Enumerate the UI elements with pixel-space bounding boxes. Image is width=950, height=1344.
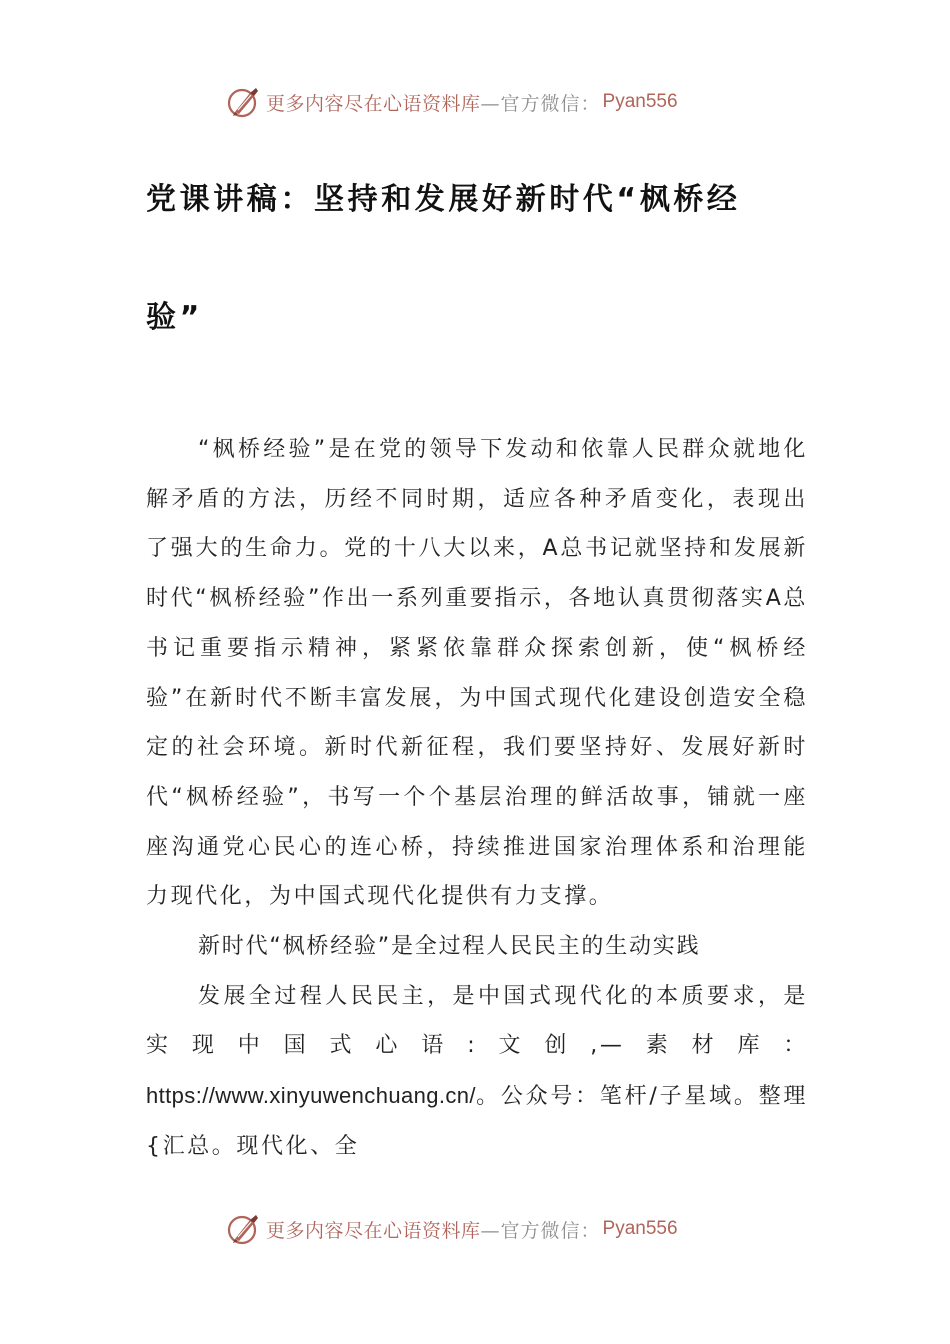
paragraph-democracy-tail: 。公众号：笔杆/子星域。整理{汇总。现代化、全	[146, 1084, 808, 1159]
fountain-pen-logo-icon	[226, 1212, 260, 1246]
source-url: https://www.xinyuwenchuang.cn/	[146, 1083, 476, 1109]
document-title	[146, 170, 816, 348]
paragraph-democracy-text: 发展全过程人民民主，是中国式现代化的本质要求，是实现中国式心语:文创,—素材库：	[146, 983, 808, 1059]
fountain-pen-logo-icon	[226, 85, 260, 119]
section-heading: 新时代“枫桥经验”是全过程人民民主的生动实践	[198, 934, 701, 960]
title-line-2: 验”	[146, 300, 203, 335]
banner-wechat-id: Pyan556	[602, 91, 678, 112]
banner-wechat-id: Pyan556	[602, 1218, 678, 1239]
banner-wechat-label: —官方微信：	[480, 92, 601, 115]
footer-banner	[226, 1209, 746, 1249]
paragraph-intro: “枫桥经验”是在党的领导下发动和依靠人民群众就地化解矛盾的方法，历经不同时期，适应各种矛盾变化，表现出了强大的生命力。党的十八大以来，A总书记就坚持和发展新时代“枫桥经验”作出一系列重要指示，各地认真贯彻落实A总书记重要指示精神，紧紧依靠群众探索创新，使“枫桥经验”在新时代不断丰富发展，为中国式现代化建设创造安全稳定的社会环境。新时代新征程，我们要坚持好、发展好新时代“枫桥经验”，书写一个个基层治理的鲜活故事，铺就一座座沟通党心民心的连心桥，持续推进国家治理体系和治理能力现代化，为中国式现代化提供有力支撑。	[146, 437, 808, 910]
title-line-1: 党课讲稿：坚持和发展好新时代“枫桥经	[146, 182, 741, 217]
document-body	[146, 425, 808, 1172]
paragraph-democracy	[146, 972, 808, 1172]
banner-text: 更多内容尽在心语资料库	[266, 1219, 481, 1242]
banner-text: 更多内容尽在心语资料库	[266, 92, 481, 115]
banner-wechat-label: —官方微信：	[480, 1219, 601, 1242]
header-banner	[226, 82, 746, 122]
